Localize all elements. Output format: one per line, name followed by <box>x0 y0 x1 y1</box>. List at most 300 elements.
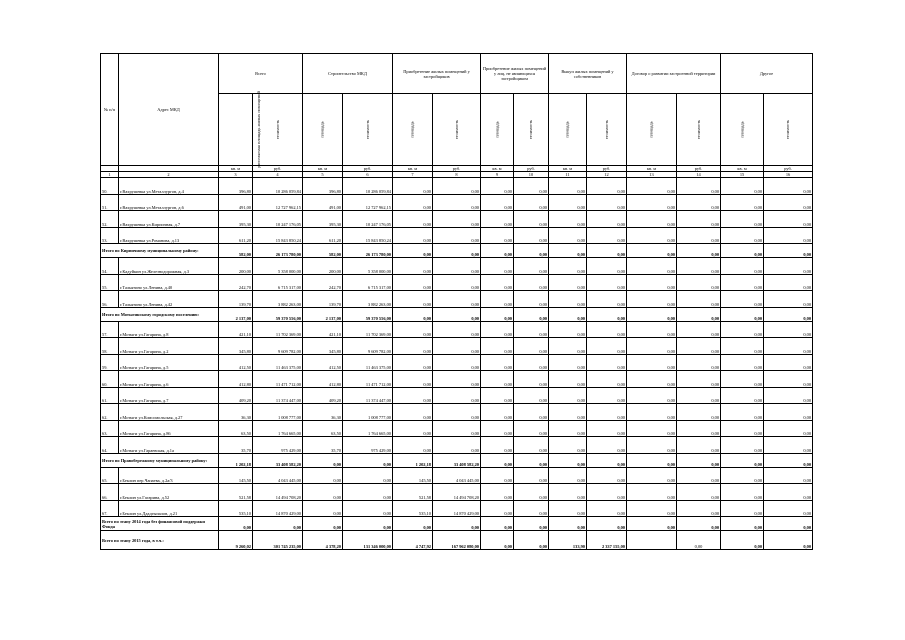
row-value: 0,00 <box>587 211 627 228</box>
row-value: 0,00 <box>393 338 433 355</box>
row-value <box>627 531 677 550</box>
row-value: 0,00 <box>514 404 549 421</box>
row-value: 11 702 369,00 <box>253 321 303 338</box>
column-number: 6 <box>343 172 393 178</box>
row-value: 0,00 <box>677 437 721 454</box>
row-address: г.Мотыги ул.Гагарина, д.86 <box>119 420 219 437</box>
unit-cell: кв. м <box>549 166 587 172</box>
row-value: 12 727 962,15 <box>343 194 393 211</box>
header-sub-cell <box>303 94 343 166</box>
header-sub-label: стоимость <box>604 119 609 140</box>
column-number: 9 <box>481 172 514 178</box>
header-sub-cell <box>587 94 627 166</box>
header-sub-label: площадь <box>739 121 745 138</box>
row-value: 0,00 <box>393 404 433 421</box>
row-value: 409,20 <box>219 387 253 404</box>
unit-cell: руб. <box>514 166 549 172</box>
row-value: 0,00 <box>481 321 514 338</box>
row-value: 0,00 <box>587 453 627 467</box>
row-value: 1 202,18 <box>393 453 433 467</box>
row-value: 0,00 <box>393 227 433 244</box>
row-value: 491,00 <box>219 194 253 211</box>
row-address: г.Вахрушевка ул.Металлургов, д.6 <box>119 194 219 211</box>
row-value: 59 370 556,00 <box>253 307 303 321</box>
header-sub-cell <box>721 94 764 166</box>
row-value: 0,00 <box>721 274 764 291</box>
row-value: 145,50 <box>219 467 253 484</box>
header-sub-label: стоимость <box>785 119 791 140</box>
row-address: г.Тальятино ул.Ленина, д.40 <box>119 274 219 291</box>
row-value: 396,80 <box>303 178 343 195</box>
row-number: 55. <box>101 274 119 291</box>
row-value: 0,00 <box>514 387 549 404</box>
row-value: 0,00 <box>433 194 481 211</box>
row-value: 0,00 <box>433 387 481 404</box>
header-sub-label: стоимость <box>454 119 459 140</box>
row-value: 0,00 <box>514 211 549 228</box>
row-value: 0,00 <box>433 404 481 421</box>
table-row <box>101 338 813 355</box>
header-address: Адрес МКД <box>119 54 219 166</box>
row-value: 0,00 <box>549 291 587 308</box>
row-value: 3 882 263,00 <box>343 291 393 308</box>
row-value: 0,00 <box>514 517 549 531</box>
row-value: 611,20 <box>303 227 343 244</box>
row-value: 0,00 <box>587 291 627 308</box>
row-value: 14 494 708,20 <box>253 484 303 501</box>
row-value: 11 463 375,00 <box>253 354 303 371</box>
row-value: 0,00 <box>627 354 677 371</box>
grand-total-row <box>101 531 813 550</box>
row-value: 0,00 <box>764 211 813 228</box>
row-value: 5 358 000,00 <box>253 258 303 275</box>
row-value: 0,00 <box>677 467 721 484</box>
row-value: 0,00 <box>549 274 587 291</box>
row-value: 0,00 <box>303 453 343 467</box>
row-value: 15 843 850,24 <box>253 227 303 244</box>
row-value: 0,00 <box>587 484 627 501</box>
row-label: Всего по этапу 2015 года, в т.ч.: <box>101 531 219 550</box>
column-number: 12 <box>587 172 627 178</box>
row-value: 0,00 <box>627 307 677 321</box>
row-value: 10 247 176,05 <box>253 211 303 228</box>
row-value: 421,10 <box>303 321 343 338</box>
unit-cell: руб. <box>433 166 481 172</box>
row-address: г.Мотыги ул.Гагарина, д.8 <box>119 321 219 338</box>
row-value: 0,00 <box>627 321 677 338</box>
row-value: 63,50 <box>303 420 343 437</box>
row-value: 0,00 <box>721 371 764 388</box>
row-value: 0,00 <box>549 227 587 244</box>
row-value: 0,00 <box>587 420 627 437</box>
header-sub-label: стоимость <box>365 119 370 140</box>
row-value: 0,00 <box>677 453 721 467</box>
row-value: 0,00 <box>433 211 481 228</box>
row-address: г.Мотыги ул.Гагарина, д.7 <box>119 387 219 404</box>
row-value: 0,00 <box>514 453 549 467</box>
header-row-groups <box>101 54 813 94</box>
row-value: 0,00 <box>587 517 627 531</box>
row-value: 0,00 <box>677 211 721 228</box>
row-value: 0,00 <box>627 244 677 258</box>
row-value: 0,00 <box>677 307 721 321</box>
row-value: 0,00 <box>514 420 549 437</box>
row-value: 0,00 <box>764 274 813 291</box>
row-value: 11 471 712,00 <box>343 371 393 388</box>
row-value: 0,00 <box>393 371 433 388</box>
row-value: 0,00 <box>627 467 677 484</box>
row-value: 0,00 <box>433 244 481 258</box>
row-value: 0,00 <box>587 274 627 291</box>
row-value: 242,70 <box>303 274 343 291</box>
row-value: 0,00 <box>627 291 677 308</box>
row-value: 26 173 780,00 <box>343 244 393 258</box>
row-value: 0,00 <box>587 371 627 388</box>
row-value: 412,50 <box>303 354 343 371</box>
row-address: г.Вахрушевка ул.Кирпичная, д.7 <box>119 211 219 228</box>
unit-cell: руб. <box>253 166 303 172</box>
row-value-under: 0,00 <box>694 544 703 549</box>
row-value: 0,00 <box>721 531 764 550</box>
row-value: 0,00 <box>721 387 764 404</box>
column-number: 11 <box>549 172 587 178</box>
row-value: 0,00 <box>721 338 764 355</box>
row-value: 0,00 <box>514 531 549 550</box>
row-value: 0,00 <box>481 354 514 371</box>
header-group-non-developers: Приобретение жилых помещений у лиц, не являющихся застройщиком <box>481 54 549 94</box>
row-value: 0,00 <box>587 354 627 371</box>
row-value: 0,00 <box>433 321 481 338</box>
header-sub-cell <box>481 94 514 166</box>
row-value: 0,00 <box>481 437 514 454</box>
header-sub-label: площадь <box>494 121 500 138</box>
row-value: 301 745 235,00 <box>253 531 303 550</box>
row-number: 64. <box>101 437 119 454</box>
row-value: 0,00 <box>514 437 549 454</box>
row-value: 0,00 <box>481 227 514 244</box>
row-number: 56. <box>101 291 119 308</box>
row-value: 0,00 <box>721 484 764 501</box>
row-value: 0,00 <box>677 500 721 517</box>
row-value: 0,00 <box>721 321 764 338</box>
row-value: 10 286 059,84 <box>253 178 303 195</box>
row-value: 0,00 <box>721 194 764 211</box>
row-value: 0,00 <box>587 404 627 421</box>
row-value: 0,00 <box>677 387 721 404</box>
row-value: 521,58 <box>393 484 433 501</box>
row-value: 0,00 <box>393 387 433 404</box>
row-address: г.Беклин пер.Чапаева, д.2а/3 <box>119 467 219 484</box>
row-number: 67. <box>101 500 119 517</box>
row-number: 63. <box>101 420 119 437</box>
header-sub-label: площадь <box>410 121 415 138</box>
row-value: 0,00 <box>549 371 587 388</box>
row-value: 0,00 <box>627 453 677 467</box>
row-value: 395,30 <box>219 211 253 228</box>
row-number: 59. <box>101 354 119 371</box>
row-value: 0,00 <box>764 387 813 404</box>
row-value: 0,00 <box>481 500 514 517</box>
row-value: 0,00 <box>393 194 433 211</box>
row-value: 0,00 <box>549 244 587 258</box>
column-number: 2 <box>119 172 219 178</box>
table-row <box>101 371 813 388</box>
row-value: 0,00 <box>764 194 813 211</box>
row-label: Всего по этапу 2014 года без финансовой поддержки Фонда <box>101 517 219 531</box>
row-value: 11 471 712,00 <box>253 371 303 388</box>
row-value: 0,00 <box>587 244 627 258</box>
row-value: 0,00 <box>343 484 393 501</box>
row-value: 0,00 <box>549 437 587 454</box>
row-value: 0,00 <box>677 321 721 338</box>
row-value: 412,50 <box>219 354 253 371</box>
row-value: 0,00 <box>764 484 813 501</box>
row-value: 0,00 <box>433 178 481 195</box>
row-value: 0,00 <box>393 420 433 437</box>
row-value: 0,00 <box>764 371 813 388</box>
row-value: 521,58 <box>219 484 253 501</box>
row-value: 345,80 <box>219 338 253 355</box>
row-value: 2 137,00 <box>219 307 253 321</box>
row-value: 0,00 <box>481 467 514 484</box>
table-row <box>101 467 813 484</box>
row-value: 0,00 <box>481 178 514 195</box>
table-row <box>101 354 813 371</box>
row-value: 2 137,00 <box>303 307 343 321</box>
row-value: 0,00 <box>481 307 514 321</box>
row-value: 133,90 <box>549 531 587 550</box>
row-value: 0,00 <box>764 291 813 308</box>
row-value: 0,00 <box>721 404 764 421</box>
row-value: 0,00 <box>677 244 721 258</box>
row-value: 0,00 <box>549 404 587 421</box>
row-value: 0,00 <box>721 291 764 308</box>
unit-cell: кв. м <box>481 166 514 172</box>
row-value: 0,00 <box>514 178 549 195</box>
row-number: 58. <box>101 338 119 355</box>
row-value: 0,00 <box>587 227 627 244</box>
row-value: 0,00 <box>627 437 677 454</box>
row-value: 0,00 <box>721 211 764 228</box>
row-number: 50. <box>101 178 119 195</box>
row-value: 0,00 <box>481 194 514 211</box>
row-value: 0,00 <box>481 371 514 388</box>
row-address: г.Вахрушевка ул.Романова, д.13 <box>119 227 219 244</box>
row-value: 0,00 <box>627 387 677 404</box>
header-sub-cell <box>219 91 261 168</box>
unit-cell: кв. м <box>219 166 253 172</box>
row-value: 0,00 <box>677 274 721 291</box>
resettlement-table <box>100 53 813 550</box>
table-row <box>101 227 813 244</box>
header-sub-cell <box>393 94 433 166</box>
row-value: 0,00 <box>514 274 549 291</box>
header-sub-cell <box>549 94 587 166</box>
row-value: 395,30 <box>303 211 343 228</box>
row-value: 0,00 <box>549 453 587 467</box>
row-value: 0,00 <box>587 307 627 321</box>
row-value: 0,00 <box>514 371 549 388</box>
row-value: 0,00 <box>549 258 587 275</box>
table-row <box>101 274 813 291</box>
row-value: 5 358 000,00 <box>343 258 393 275</box>
row-value: 0,00 <box>393 517 433 531</box>
row-value: 0,00 <box>627 517 677 531</box>
row-value: 0,00 <box>393 437 433 454</box>
row-value: 139,70 <box>219 291 253 308</box>
row-value: 0,00 <box>514 291 549 308</box>
row-value: 0,00 <box>514 354 549 371</box>
row-value: 4 747,92 <box>393 531 433 550</box>
row-value: 0,00 <box>514 467 549 484</box>
row-value: 0,00 <box>627 274 677 291</box>
header-group-buyout: Выкуп жилых помещений у собственников <box>549 54 627 94</box>
subtotal-row <box>101 517 813 531</box>
header-sub-label: площадь <box>565 121 570 138</box>
row-value: 167 962 080,00 <box>433 531 481 550</box>
row-value: 63,50 <box>219 420 253 437</box>
row-value: 0,00 <box>481 211 514 228</box>
row-value: 200,00 <box>219 258 253 275</box>
row-value: 0,00 <box>433 258 481 275</box>
row-value: 0,00 <box>677 354 721 371</box>
unit-cell: руб. <box>343 166 393 172</box>
row-value: 0,00 <box>587 387 627 404</box>
row-value: 0,00 <box>393 258 433 275</box>
row-value: 0,00 <box>253 517 303 531</box>
row-value: 0,00 <box>764 500 813 517</box>
row-value: 0,00 <box>721 244 764 258</box>
row-value: 412,80 <box>219 371 253 388</box>
table-row <box>101 387 813 404</box>
row-value: 0,00 <box>343 517 393 531</box>
row-value: 0,00 <box>677 484 721 501</box>
row-value: 0,00 <box>219 517 253 531</box>
row-value: 0,00 <box>677 371 721 388</box>
row-value: 35,70 <box>219 437 253 454</box>
row-value: 1 008 777,00 <box>343 404 393 421</box>
row-value: 0,00 <box>627 338 677 355</box>
document-page <box>100 53 813 550</box>
row-value: 0,00 <box>303 467 343 484</box>
row-value: 0,00 <box>721 354 764 371</box>
row-value: 36,30 <box>303 404 343 421</box>
row-value: 0,00 <box>764 321 813 338</box>
row-value: 0,00 <box>627 194 677 211</box>
table-row <box>101 291 813 308</box>
row-value: 0,00 <box>343 453 393 467</box>
row-value: 200,00 <box>303 258 343 275</box>
row-value: 0,00 <box>393 291 433 308</box>
row-value: 0,00 <box>433 274 481 291</box>
row-value: 0,00 <box>343 467 393 484</box>
row-value: 412,80 <box>303 371 343 388</box>
header-sub-label: площадь <box>320 121 325 138</box>
row-value: 0,00 <box>514 258 549 275</box>
row-value: 12 727 962,15 <box>253 194 303 211</box>
row-address: г.Беклин ул.Ддадгыпалов, д.21 <box>119 500 219 517</box>
row-value: 4 043 445,00 <box>253 467 303 484</box>
header-sub-cell <box>514 94 549 166</box>
row-value: 0,00 <box>677 420 721 437</box>
row-address: г.Тальятино ул.Ленина, д.42 <box>119 291 219 308</box>
row-value: 0,00 <box>764 420 813 437</box>
header-sub-cell <box>677 94 721 166</box>
row-value: 0,00 <box>514 338 549 355</box>
column-number: 14 <box>677 172 721 178</box>
row-value: 35,70 <box>303 437 343 454</box>
row-value: 0,00 <box>549 338 587 355</box>
row-value: 0,00 <box>587 321 627 338</box>
unit-cell: руб. <box>764 166 813 172</box>
row-value <box>677 531 721 550</box>
row-number: 66. <box>101 484 119 501</box>
row-value: 3 882 263,00 <box>253 291 303 308</box>
row-value: 0,00 <box>549 354 587 371</box>
column-number: 5 <box>303 172 343 178</box>
row-value: 14 494 708,20 <box>433 484 481 501</box>
column-number: 1 <box>101 172 119 178</box>
column-number: 15 <box>721 172 764 178</box>
row-value: 0,00 <box>587 194 627 211</box>
row-value: 0,00 <box>549 387 587 404</box>
row-value: 0,00 <box>549 500 587 517</box>
row-number: 61. <box>101 387 119 404</box>
row-value: 0,00 <box>481 258 514 275</box>
row-value: 491,00 <box>303 194 343 211</box>
header-sub-label: стоимость <box>696 119 701 140</box>
row-address: г.Мотыги ул.Гагарина, д.5 <box>119 354 219 371</box>
row-address: г.Мотыги ул.Гагарина, д.6 <box>119 371 219 388</box>
row-value: 0,00 <box>677 178 721 195</box>
table-row <box>101 178 813 195</box>
header-sub-label: площадь <box>649 121 654 138</box>
row-value: 421,10 <box>219 321 253 338</box>
row-value: 0,00 <box>433 371 481 388</box>
unit-cell: кв. м <box>627 166 677 172</box>
row-address: г.Мотыги ул.Гараевская, д.1а <box>119 437 219 454</box>
row-value: 975 429,00 <box>253 437 303 454</box>
table-body <box>101 54 813 550</box>
row-value: 345,80 <box>303 338 343 355</box>
row-value: 0,00 <box>481 291 514 308</box>
row-value: 975 429,00 <box>343 437 393 454</box>
row-value: 33 408 582,20 <box>433 453 481 467</box>
row-value: 0,00 <box>433 338 481 355</box>
row-value: 0,00 <box>481 531 514 550</box>
column-number: 13 <box>627 172 677 178</box>
row-value: 0,00 <box>764 338 813 355</box>
row-value: 11 374 447,00 <box>253 387 303 404</box>
row-value: 0,00 <box>764 354 813 371</box>
row-value: 0,00 <box>627 500 677 517</box>
row-value: 0,00 <box>677 404 721 421</box>
row-value: 0,00 <box>433 227 481 244</box>
header-sub-cell <box>343 94 393 166</box>
row-value: 0,00 <box>433 307 481 321</box>
row-value: 0,00 <box>303 484 343 501</box>
table-row <box>101 484 813 501</box>
row-value: 0,00 <box>627 227 677 244</box>
row-value: 0,00 <box>393 244 433 258</box>
row-label: Итого по Правобережному муниципальному району: <box>101 453 219 467</box>
row-value: 0,00 <box>481 338 514 355</box>
row-value: 0,00 <box>764 244 813 258</box>
row-value: 0,00 <box>393 178 433 195</box>
row-number: 51. <box>101 194 119 211</box>
table-row <box>101 437 813 454</box>
row-value: 0,00 <box>587 467 627 484</box>
